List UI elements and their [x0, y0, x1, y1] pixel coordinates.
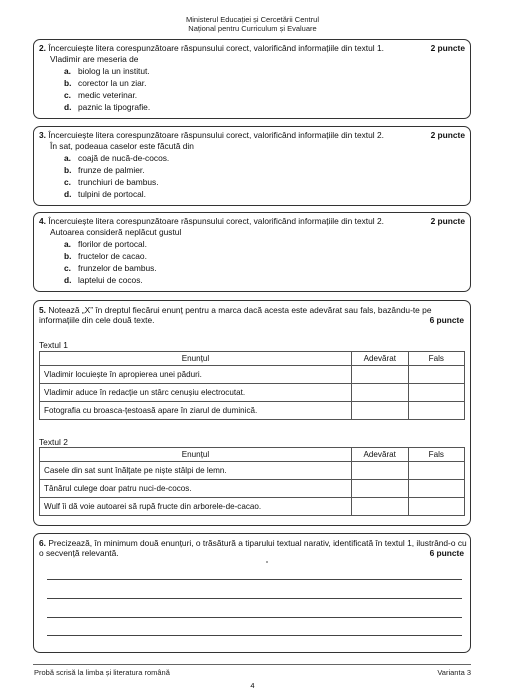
true-answer-cell[interactable]	[351, 498, 408, 516]
option-text: frunze de palmier.	[78, 165, 145, 175]
statement-cell: Vladimir aduce în redacție un stârc cenușiu electrocutat.	[40, 384, 352, 402]
table-row	[40, 480, 465, 498]
question-4-number: 4.	[39, 216, 46, 226]
footer-divider	[33, 664, 471, 665]
statement-cell: Tânărul culege doar patru nuci-de-cocos.	[40, 480, 352, 498]
false-answer-cell[interactable]	[408, 480, 464, 498]
answer-line[interactable]	[47, 617, 462, 618]
option-3c[interactable]	[64, 177, 159, 187]
option-2a[interactable]	[64, 66, 150, 76]
question-2-box	[33, 39, 471, 119]
footer-exam-name: Probă scrisă la limba și literatura română	[34, 668, 170, 677]
option-4a[interactable]	[64, 239, 147, 249]
option-letter: c.	[64, 177, 71, 187]
question-5-prompt	[39, 305, 467, 325]
option-letter: a.	[64, 153, 71, 163]
option-4c[interactable]	[64, 263, 157, 273]
statement-cell: Casele din sat sunt înălțate pe niște stâlpi de lemn.	[40, 462, 352, 480]
header-line-1: Ministerul Educației și Cercetării Centrul	[186, 15, 319, 24]
true-answer-cell[interactable]	[351, 384, 408, 402]
option-letter: c.	[64, 90, 71, 100]
question-5-points: 6 puncte	[429, 315, 464, 325]
decorative-dot	[266, 561, 268, 563]
table-header-row	[40, 352, 465, 366]
option-text: trunchiuri de bambus.	[78, 177, 159, 187]
false-answer-cell[interactable]	[408, 462, 464, 480]
question-6-box	[33, 533, 471, 653]
option-2b[interactable]	[64, 78, 146, 88]
question-4-box	[33, 212, 471, 292]
header-true: Adevărat	[351, 352, 408, 366]
question-3-text: Încercuiește litera corespunzătoare răspunsului corect, valorificând informațiile din textul 2.	[48, 130, 384, 140]
header-true: Adevărat	[351, 448, 408, 462]
question-3-stem: În sat, podeaua caselor este făcută din	[50, 141, 194, 151]
true-answer-cell[interactable]	[351, 366, 408, 384]
option-letter: d.	[64, 102, 72, 112]
option-3a[interactable]	[64, 153, 169, 163]
question-2-stem: Vladimir are meseria de	[50, 54, 139, 64]
page-number: 4	[250, 681, 255, 690]
option-4d[interactable]	[64, 275, 143, 285]
option-2c[interactable]	[64, 90, 137, 100]
option-letter: c.	[64, 263, 71, 273]
statement-cell: Wulf îi dă voie autoarei să rupă fructe din arborele-de-cacao.	[40, 498, 352, 516]
question-3-number: 3.	[39, 130, 46, 140]
question-6-points: 6 puncte	[429, 548, 464, 558]
option-text: florilor de portocal.	[78, 239, 147, 249]
option-text: fructelor de cacao.	[78, 251, 147, 261]
option-letter: b.	[64, 165, 72, 175]
header-false: Fals	[408, 352, 464, 366]
table-row	[40, 462, 465, 480]
table-row	[40, 498, 465, 516]
option-text: paznic la tipografie.	[78, 102, 151, 112]
page-header	[0, 16, 505, 33]
true-answer-cell[interactable]	[351, 402, 408, 420]
answer-line[interactable]	[47, 579, 462, 580]
question-2-points: 2 puncte	[430, 43, 465, 53]
option-text: medic veterinar.	[78, 90, 138, 100]
option-letter: d.	[64, 189, 72, 199]
false-answer-cell[interactable]	[408, 402, 464, 420]
true-answer-cell[interactable]	[351, 480, 408, 498]
false-answer-cell[interactable]	[408, 366, 464, 384]
question-2-text: Încercuiește litera corespunzătoare răspunsului corect, valorificând informațiile din textul 1.	[48, 43, 384, 53]
option-3b[interactable]	[64, 165, 145, 175]
question-2-number: 2.	[39, 43, 46, 53]
option-text: corector la un ziar.	[78, 78, 147, 88]
header-statement: Enunțul	[40, 352, 352, 366]
table-row	[40, 366, 465, 384]
header-statement: Enunțul	[40, 448, 352, 462]
table-header-row	[40, 448, 465, 462]
footer-variant: Varianta 3	[437, 668, 471, 677]
question-6-text: Precizează, în minimum două enunțuri, o trăsătură a tiparului textual narativ, identificată în textul 1, ilustrând-o cu o secvență relevantă.	[39, 538, 467, 559]
table-row	[40, 402, 465, 420]
option-letter: b.	[64, 78, 72, 88]
question-3-points: 2 puncte	[430, 130, 465, 140]
question-3-box	[33, 126, 471, 206]
table-1	[39, 351, 465, 420]
answer-line[interactable]	[47, 598, 462, 599]
table-row	[40, 384, 465, 402]
option-letter: a.	[64, 239, 71, 249]
option-text: coajă de nucă-de-cocos.	[78, 153, 170, 163]
question-6-number: 6.	[39, 538, 46, 548]
table-1-label: Textul 1	[39, 340, 68, 350]
question-3-prompt	[39, 130, 464, 140]
option-letter: b.	[64, 251, 72, 261]
option-text: biolog la un institut.	[78, 66, 150, 76]
option-4b[interactable]	[64, 251, 147, 261]
question-5-number: 5.	[39, 305, 46, 315]
question-2-prompt	[39, 43, 464, 53]
option-text: frunzelor de bambus.	[78, 263, 157, 273]
table-2	[39, 447, 465, 516]
question-6-prompt	[39, 538, 467, 558]
option-letter: a.	[64, 66, 71, 76]
answer-line[interactable]	[47, 635, 462, 636]
question-4-stem: Autoarea consideră neplăcut gustul	[50, 227, 182, 237]
question-5-box	[33, 300, 471, 526]
option-text: tulpini de portocal.	[78, 189, 146, 199]
option-text: laptelui de cocos.	[78, 275, 143, 285]
statement-cell: Vladimir locuiește în apropierea unei păduri.	[40, 366, 352, 384]
table-2-label: Textul 2	[39, 437, 68, 447]
question-4-text: Încercuiește litera corespunzătoare răspunsului corect, valorificând informațiile din textul 2.	[48, 216, 384, 226]
question-4-points: 2 puncte	[430, 216, 465, 226]
header-false: Fals	[408, 448, 464, 462]
false-answer-cell[interactable]	[408, 384, 464, 402]
statement-cell: Fotografia cu broasca-țestoasă apare în ziarul de duminică.	[40, 402, 352, 420]
header-line-2: Național pentru Curriculum și Evaluare	[188, 23, 317, 33]
true-answer-cell[interactable]	[351, 462, 408, 480]
question-5-text: Notează „X” în dreptul fiecărui enunț pentru a marca dacă acesta este adevărat sau fals, bazându-te pe informațiile din cele două texte.	[39, 305, 432, 326]
question-4-prompt	[39, 216, 464, 226]
option-2d[interactable]	[64, 102, 150, 112]
option-3d[interactable]	[64, 189, 146, 199]
option-letter: d.	[64, 275, 72, 285]
false-answer-cell[interactable]	[408, 498, 464, 516]
